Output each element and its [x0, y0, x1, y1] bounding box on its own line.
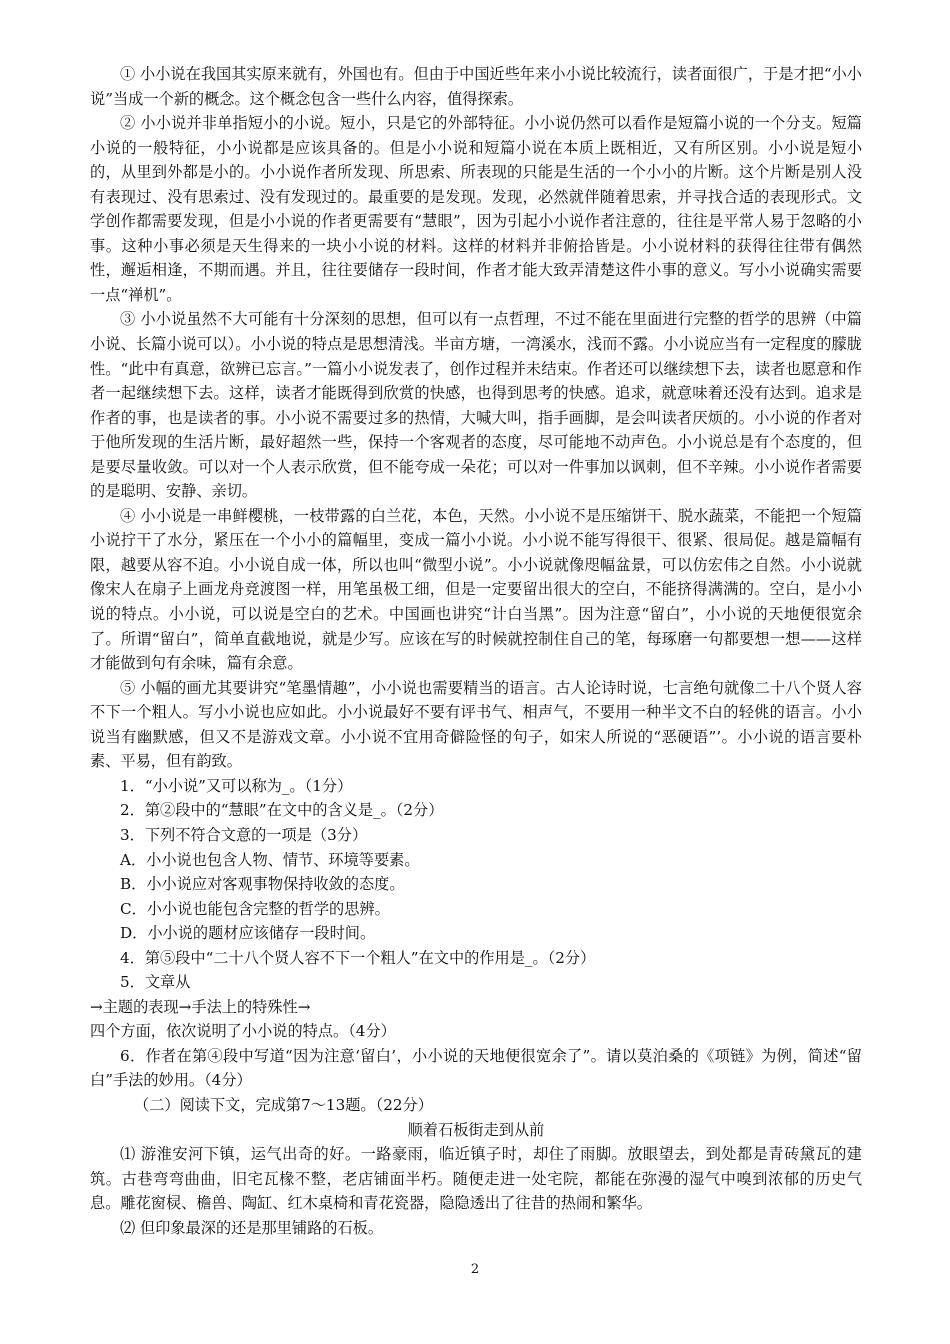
- paragraph-3: ③ 小小说虽然不大可能有十分深刻的思想，但可以有一点哲理，不过不能在里面进行完整的哲学的思辨（中篇小说、长篇小说可以）。小小说的特点是思想清浅。半亩方塘，一湾溪水，浅而不露。小小说应当有一定程度的朦胧性。“此中有真意，欲辨已忘言。”一篇小小说发表了，创作过程并未结束。作者还可以继续想下去，读者也愿意和作者一起继续想下去。这样，读者才能既得到欣赏的快感，也得到思考的快感。追求，就意味着还没有达到。追求是作者的事，也是读者的事。小小说不需要过多的热情，大喊大叫，指手画脚，是会叫读者厌烦的。小小说的作者对于他所发现的生活片断，最好超然一些，保持一个客观者的态度，尽可能地不动声色。小小说总是有个态度的，但是要尽量收敛。可以对一个人表示欣赏，但不能夸成一朵花；可以对一件事加以讽刺，但不辛辣。小小说作者需要的是聪明、安静、亲切。: [90, 310, 862, 501]
- paragraph-4: ④ 小小说是一串鲜樱桃，一枝带露的白兰花，本色，天然。小小说不是压缩饼干、脱水蔬菜，不能把一个短篇小说拧干了水分，紧压在一个小小的篇幅里，变成一篇小小说。小小说不能写得很干、很紧、很局促。越是篇幅有限，越要从容不迫。小小说自成一体，所以也叫“微型小说”。小小说就像咫幅盆景，可以仿宏伟之自然。小小说就像宋人在扇子上画龙舟竞渡图一样，用笔虽极工细，但是一定要留出很大的空白，不能挤得满满的。空白，是小小说的特点。小小说，可以说是空白的艺术。中国画也讲究“计白当黑”。因为注意“留白”，小小说的天地便很宽余了。所谓“留白”，简单直截地说，就是少写。应该在写的时候就控制住自己的笔，每琢磨一句都要想一想——这样才能做到句有余味，篇有余意。: [90, 506, 862, 673]
- article-paragraph-1: ⑴ 游淮安河下镇，运气出奇的好。一路豪雨，临近镇子时，却住了雨脚。放眼望去，到处都是青砖黛瓦的建筑。古巷弯弯曲曲，旧宅瓦椽不整，老店铺面半朽。随便走进一处宅院，都能在弥漫的湿气中嗅到浓郁的历史气息。雕花窗棂、檐兽、陶缸、红木桌椅和青花瓷器，隐隐透出了往昔的热闹和繁华。: [90, 1145, 862, 1213]
- question-3-option-b: B．小小说应对客观事物保持收敛的态度。: [120, 875, 405, 894]
- question-5-line-2: →主题的表现→手法上的特殊性→: [90, 997, 311, 1016]
- paragraph-5: ⑤ 小幅的画尤其要讲究“笔墨情趣”，小小说也需要精当的语言。古人论诗时说，七言绝句就像二十八个贤人容不下一个粗人。写小小说也应如此。小小说最好不要有评书气、相声气，不要用一种半文不白的轻佻的语言。小小说当有幽默感，但又不是游戏文章。小小说不宜用奇僻险怪的句子，如宋人所说的“恶硬语”’。小小说的语言要朴素、平易，但有韵致。: [90, 678, 862, 771]
- question-3-option-d: D．小小说的题材应该储存一段时间。: [120, 924, 376, 943]
- section-2-header: （二）阅读下文，完成第7～13题。（22分）: [134, 1095, 433, 1114]
- question-4: 4．第⑤段中“二十八个贤人容不下一个粗人”在文中的作用是_。（2分）: [120, 948, 596, 967]
- article-title: 顺着石板街走到从前: [407, 1120, 545, 1139]
- question-5-line-3: 四个方面，依次说明了小小说的特点。（4分）: [90, 1022, 396, 1041]
- question-5-line-1: 5．文章从: [120, 973, 191, 992]
- paragraph-2: ② 小小说并非单指短小的小说。短小，只是它的外部特征。小小说仍然可以看作是短篇小说的一个分支。短篇小说的一般特征，小小说都是应该具备的。但是小小说和短篇小说在本质上既相近，又有所区别。小小说是短小的，从里到外都是小的。小小说作者所发现、所思索、所表现的只能是生活的一个小小的片断。这个片断是别人没有表现过、没有思索过、没有发现过的。最重要的是发现。发现，必然就伴随着思索，并寻找合适的表现形式。文学创作都需要发现，但是小小说的作者更需要有“慧眼”，因为引起小小说作者注意的，往往是平常人易于忽略的小事。这种小事必须是天生得来的一块小小说的材料。这样的材料并非俯拾皆是。小小说材料的获得往往带有偶然性，邂逅相逢，不期而遇。并且，往往要储存一段时间，作者才能大致弄清楚这件小事的意义。写小小说确实需要一点“禅机”。: [90, 114, 862, 304]
- question-2: 2．第②段中的“慧眼”在文中的含义是_。（2分）: [120, 801, 444, 820]
- question-3-option-c: C．小小说也能包含完整的哲学的思辨。: [120, 899, 390, 918]
- question-3: 3．下列不符合文意的一项是（3分）: [120, 825, 368, 844]
- document-page: [90, 62, 862, 1240]
- question-1: 1．“小小说”又可以称为_。（1分）: [120, 776, 353, 795]
- page-number: 2: [470, 1262, 480, 1277]
- question-3-option-a: A．小小说也包含人物、情节、环境等要素。: [120, 850, 420, 869]
- paragraph-1: ① 小小说在我国其实原来就有，外国也有。但由于中国近些年来小小说比较流行，读者面很广，于是才把“小小说”当成一个新的概念。这个概念包含一些什么内容，值得探索。: [90, 65, 862, 108]
- question-6: 6．作者在第④段中写道“因为注意‘留白’，小小说的天地便很宽余了”。请以莫泊桑的《项链》为例，简述“留白”手法的妙用。（4分）: [90, 1046, 862, 1090]
- article-paragraph-2: ⑵ 但印象最深的还是那里铺路的石板。: [120, 1218, 384, 1237]
